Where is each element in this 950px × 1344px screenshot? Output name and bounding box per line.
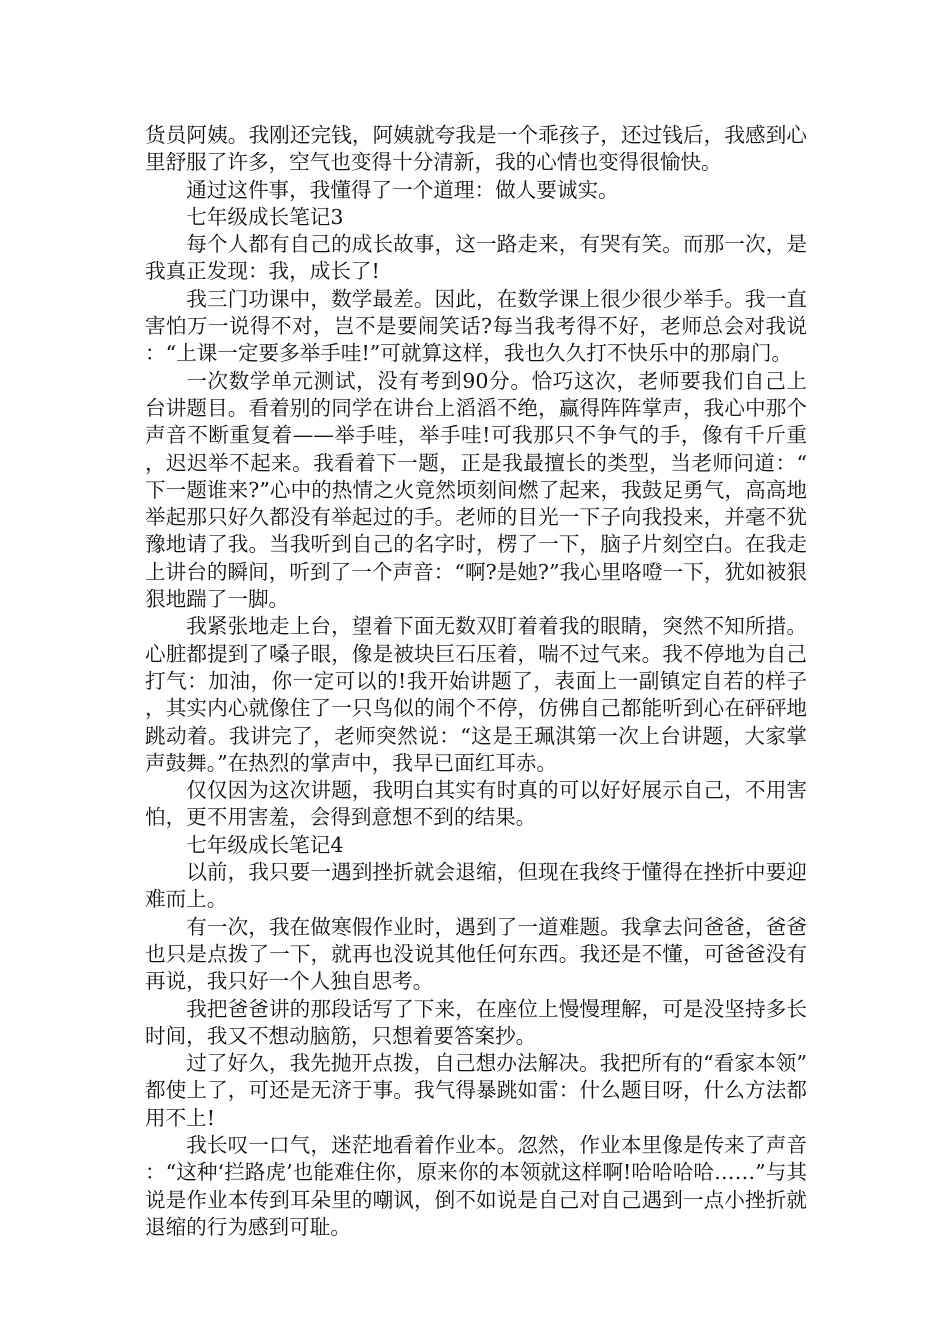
- paragraph-9: 有一次，我在做寒假作业时，遇到了一道难题。我拿去问爸爸，爸爸也只是点拨了一下，就再也没说其他任何东西。我还是不懂，可爸爸没有再说，我只好一个人独自思考。: [145, 914, 807, 994]
- paragraph-6: 我紧张地走上台，望着下面无数双盯着着我的眼睛，突然不知所措。心脏都提到了嗓子眼，像是被块巨石压着，喘不过气来。我不停地为自己打气：加油，你一定可以的!我开始讲题了，表面上一副镇定自若的样子，其实内心就像住了一只鸟似的闹个不停，仿佛自己都能听到心在砰砰地跳动着。我讲完了，老师突然说：“这是王珮淇第一次上台讲题，大家掌声鼓舞。”在热烈的掌声中，我早已面红耳赤。: [145, 614, 807, 775]
- paragraph-2: 通过这件事，我懂得了一个道理：做人要诚实。: [186, 177, 619, 202]
- paragraph-10: 我把爸爸讲的那段话写了下来，在座位上慢慢理解，可是没坚持多长时间，我又不想动脑筋，只想着要答案抄。: [145, 996, 807, 1048]
- paragraph-8: 以前，我只要一遇到挫折就会退缩，但现在我终于懂得在挫折中要迎难而上。: [145, 860, 807, 912]
- paragraph-3: 每个人都有自己的成长故事，这一路走来，有哭有笑。而那一次，是我真正发现：我，成长了!: [145, 232, 807, 284]
- paragraph-5: 一次数学单元测试，没有考到90分。恰巧这次，老师要我们自己上台讲题目。看着别的同学在讲台上滔滔不绝，赢得阵阵掌声，我心中那个声音不断重复着——举手哇，举手哇!可我那只不争气的手，像有千斤重，迟迟举不起来。我看着下一题，正是我最擅长的类型，当老师问道：“下一题谁来?”心中的热情之火竟然顷刻间燃了起来，我鼓足勇气，高高地举起那只好久都没有举起过的手。老师的目光一下子向我投来，并毫不犹豫地请了我。当我听到自己的名字时，楞了一下，脑子片刻空白。在我走上讲台的瞬间，听到了一个声音：“啊?是她?”我心里咯噔一下，犹如被狠狠地踹了一脚。: [145, 368, 807, 612]
- paragraph-11: 过了好久，我先抛开点拨，自己想办法解决。我把所有的“看家本领”都使上了，可还是无济于事。我气得暴跳如雷：什么题目呀，什么方法都用不上!: [145, 1051, 807, 1130]
- paragraph-4: 我三门功课中，数学最差。因此，在数学课上很少很少举手。我一直害怕万一说得不对，岂不是要闹笑话?每当我考得不好，老师总会对我说：“上课一定要多举手哇!”可就算这样，我也久久打不快乐中的那扇门。: [145, 286, 807, 366]
- paragraph-12: 我长叹一口气，迷茫地看着作业本。忽然，作业本里像是传来了声音：“这种‘拦路虎’也能难住你，原来你的本领就这样啊!哈哈哈哈……”与其说是作业本传到耳朵里的嘲讽，倒不如说是自己对自己遇到一点小挫折就退缩的行为感到可耻。: [145, 1132, 807, 1239]
- paragraph-1: 货员阿姨。我刚还完钱，阿姨就夸我是一个乖孩子，还过钱后，我感到心里舒服了许多，空气也变得十分清新，我的心情也变得很愉快。: [145, 123, 807, 175]
- document-page: [145, 122, 807, 1241]
- paragraph-7: 仅仅因为这次讲题，我明白其实有时真的可以好好展示自己，不用害怕，更不用害羞，会得到意想不到的结果。: [145, 778, 807, 830]
- section-heading-4: 七年级成长笔记4: [186, 832, 344, 857]
- section-heading-3: 七年级成长笔记3: [186, 204, 344, 229]
